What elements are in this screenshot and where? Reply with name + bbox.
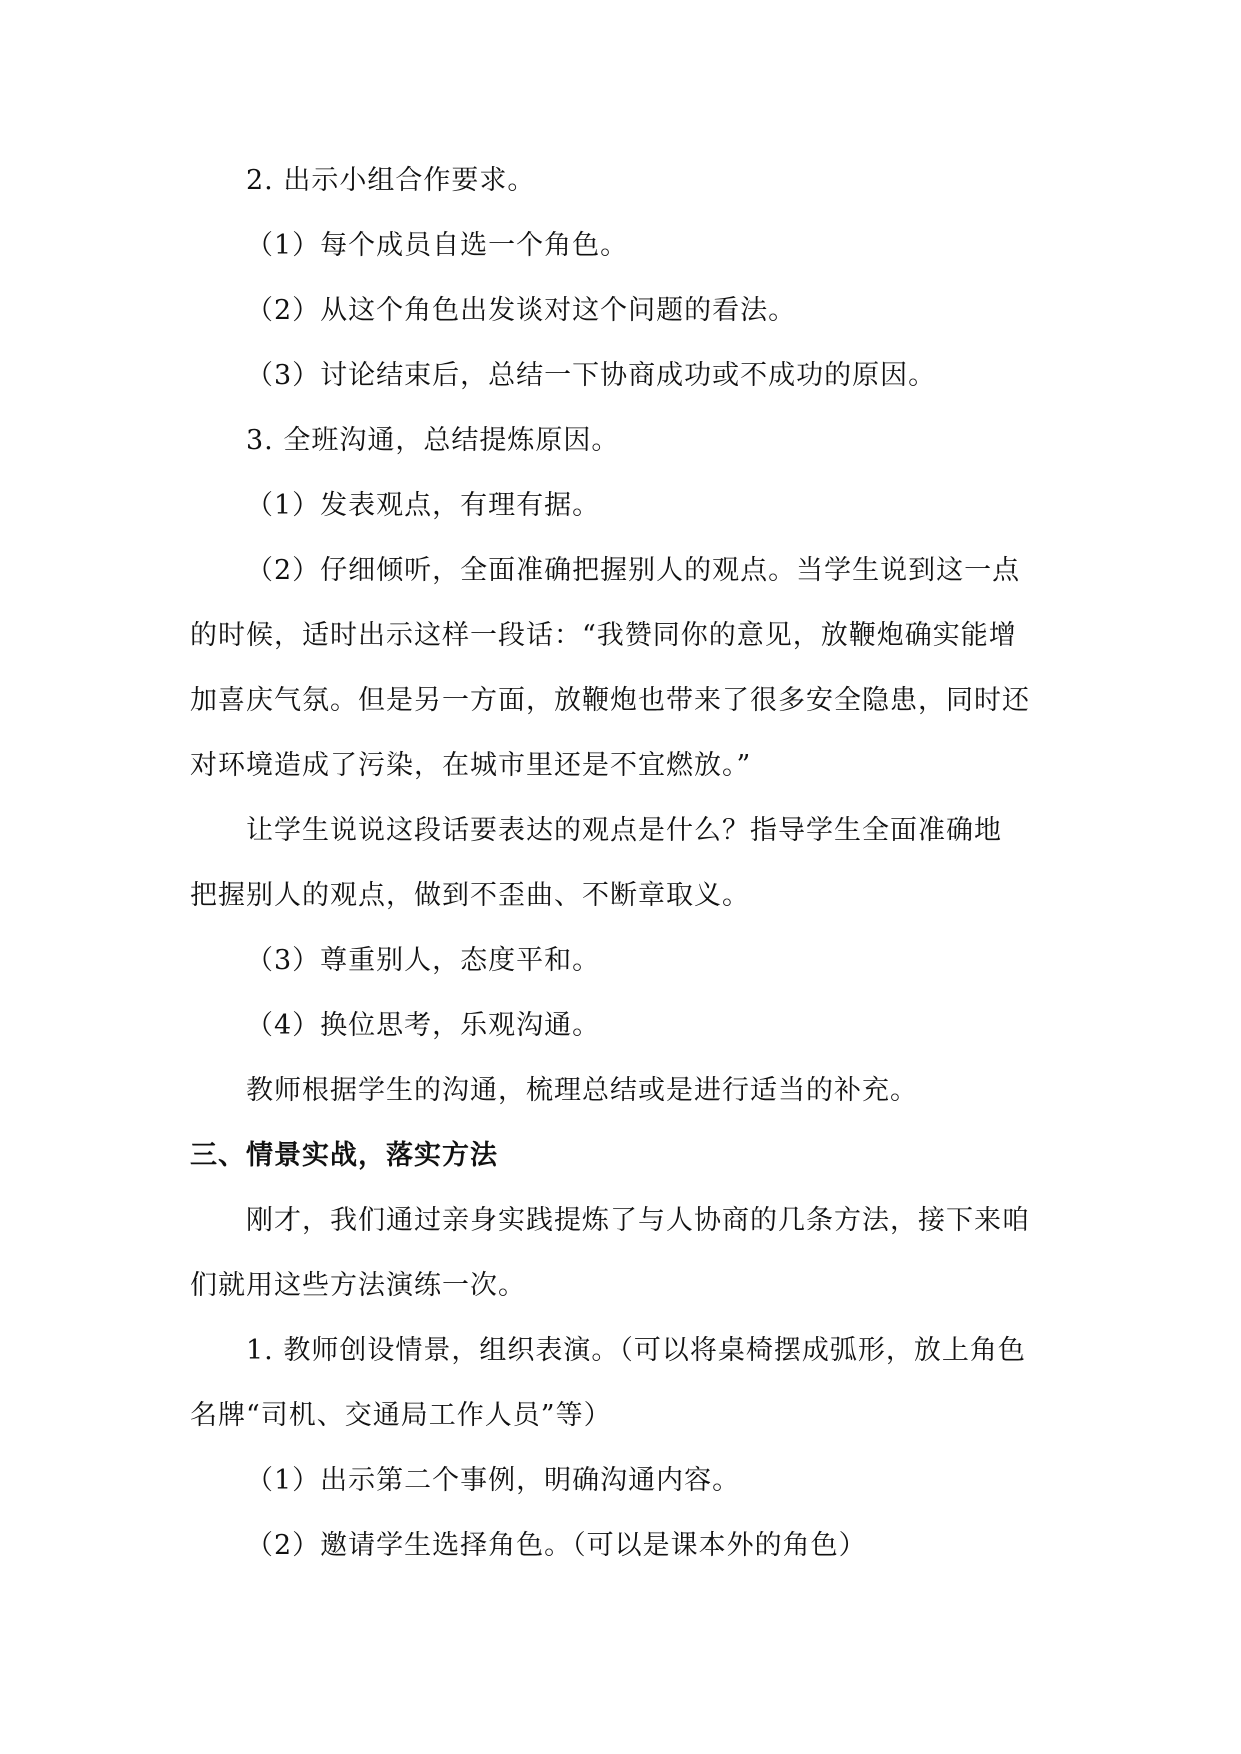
guidance-paragraph-line-2: 把握别人的观点，做到不歪曲、不断章取义。 (190, 880, 750, 911)
guidance-paragraph-line-1: 让学生说说这段话要表达的观点是什么？指导学生全面准确地 (246, 815, 1002, 846)
teacher-summary: 教师根据学生的沟通，梳理总结或是进行适当的补充。 (246, 1075, 918, 1106)
section-three-step-1-line-2: 名牌“司机、交通局工作人员”等） (190, 1400, 612, 1431)
step-2-item-1: （1）每个成员自选一个角色。 (246, 230, 629, 261)
step-3-item-2-line-3: 加喜庆气氛。但是另一方面，放鞭炮也带来了很多安全隐患，同时还 (190, 685, 1030, 716)
step-3-item-2-line-2: 的时候，适时出示这样一段话：“我赞同你的意见，放鞭炮确实能增 (190, 620, 1017, 651)
step-3-item-3: （3）尊重别人，态度平和。 (246, 945, 601, 976)
step-3-item-4: （4）换位思考，乐观沟通。 (246, 1010, 601, 1041)
section-three-step-1-item-2: （2）邀请学生选择角色。（可以是课本外的角色） (246, 1530, 867, 1561)
section-three-intro-line-2: 们就用这些方法演练一次。 (190, 1270, 526, 1301)
step-3-item-1: （1）发表观点，有理有据。 (246, 490, 601, 521)
step-3-item-2-line-1: （2）仔细倾听，全面准确把握别人的观点。当学生说到这一点 (246, 555, 1021, 586)
section-three-step-1-item-1: （1）出示第二个事例，明确沟通内容。 (246, 1465, 741, 1496)
section-three-heading: 三、情景实战，落实方法 (190, 1140, 498, 1171)
step-2-item-2: （2）从这个角色出发谈对这个问题的看法。 (246, 295, 797, 326)
section-three-step-1-line-1: 1. 教师创设情景，组织表演。（可以将桌椅摆成弧形，放上角色 (246, 1335, 1026, 1366)
step-3-heading: 3. 全班沟通，总结提炼原因。 (246, 425, 620, 456)
section-three-intro-line-1: 刚才，我们通过亲身实践提炼了与人协商的几条方法，接下来咱 (246, 1205, 1030, 1236)
step-2-item-3: （3）讨论结束后，总结一下协商成功或不成功的原因。 (246, 360, 937, 391)
step-2-heading: 2. 出示小组合作要求。 (246, 165, 536, 196)
step-3-item-2-line-4: 对环境造成了污染，在城市里还是不宜燃放。” (190, 750, 752, 781)
